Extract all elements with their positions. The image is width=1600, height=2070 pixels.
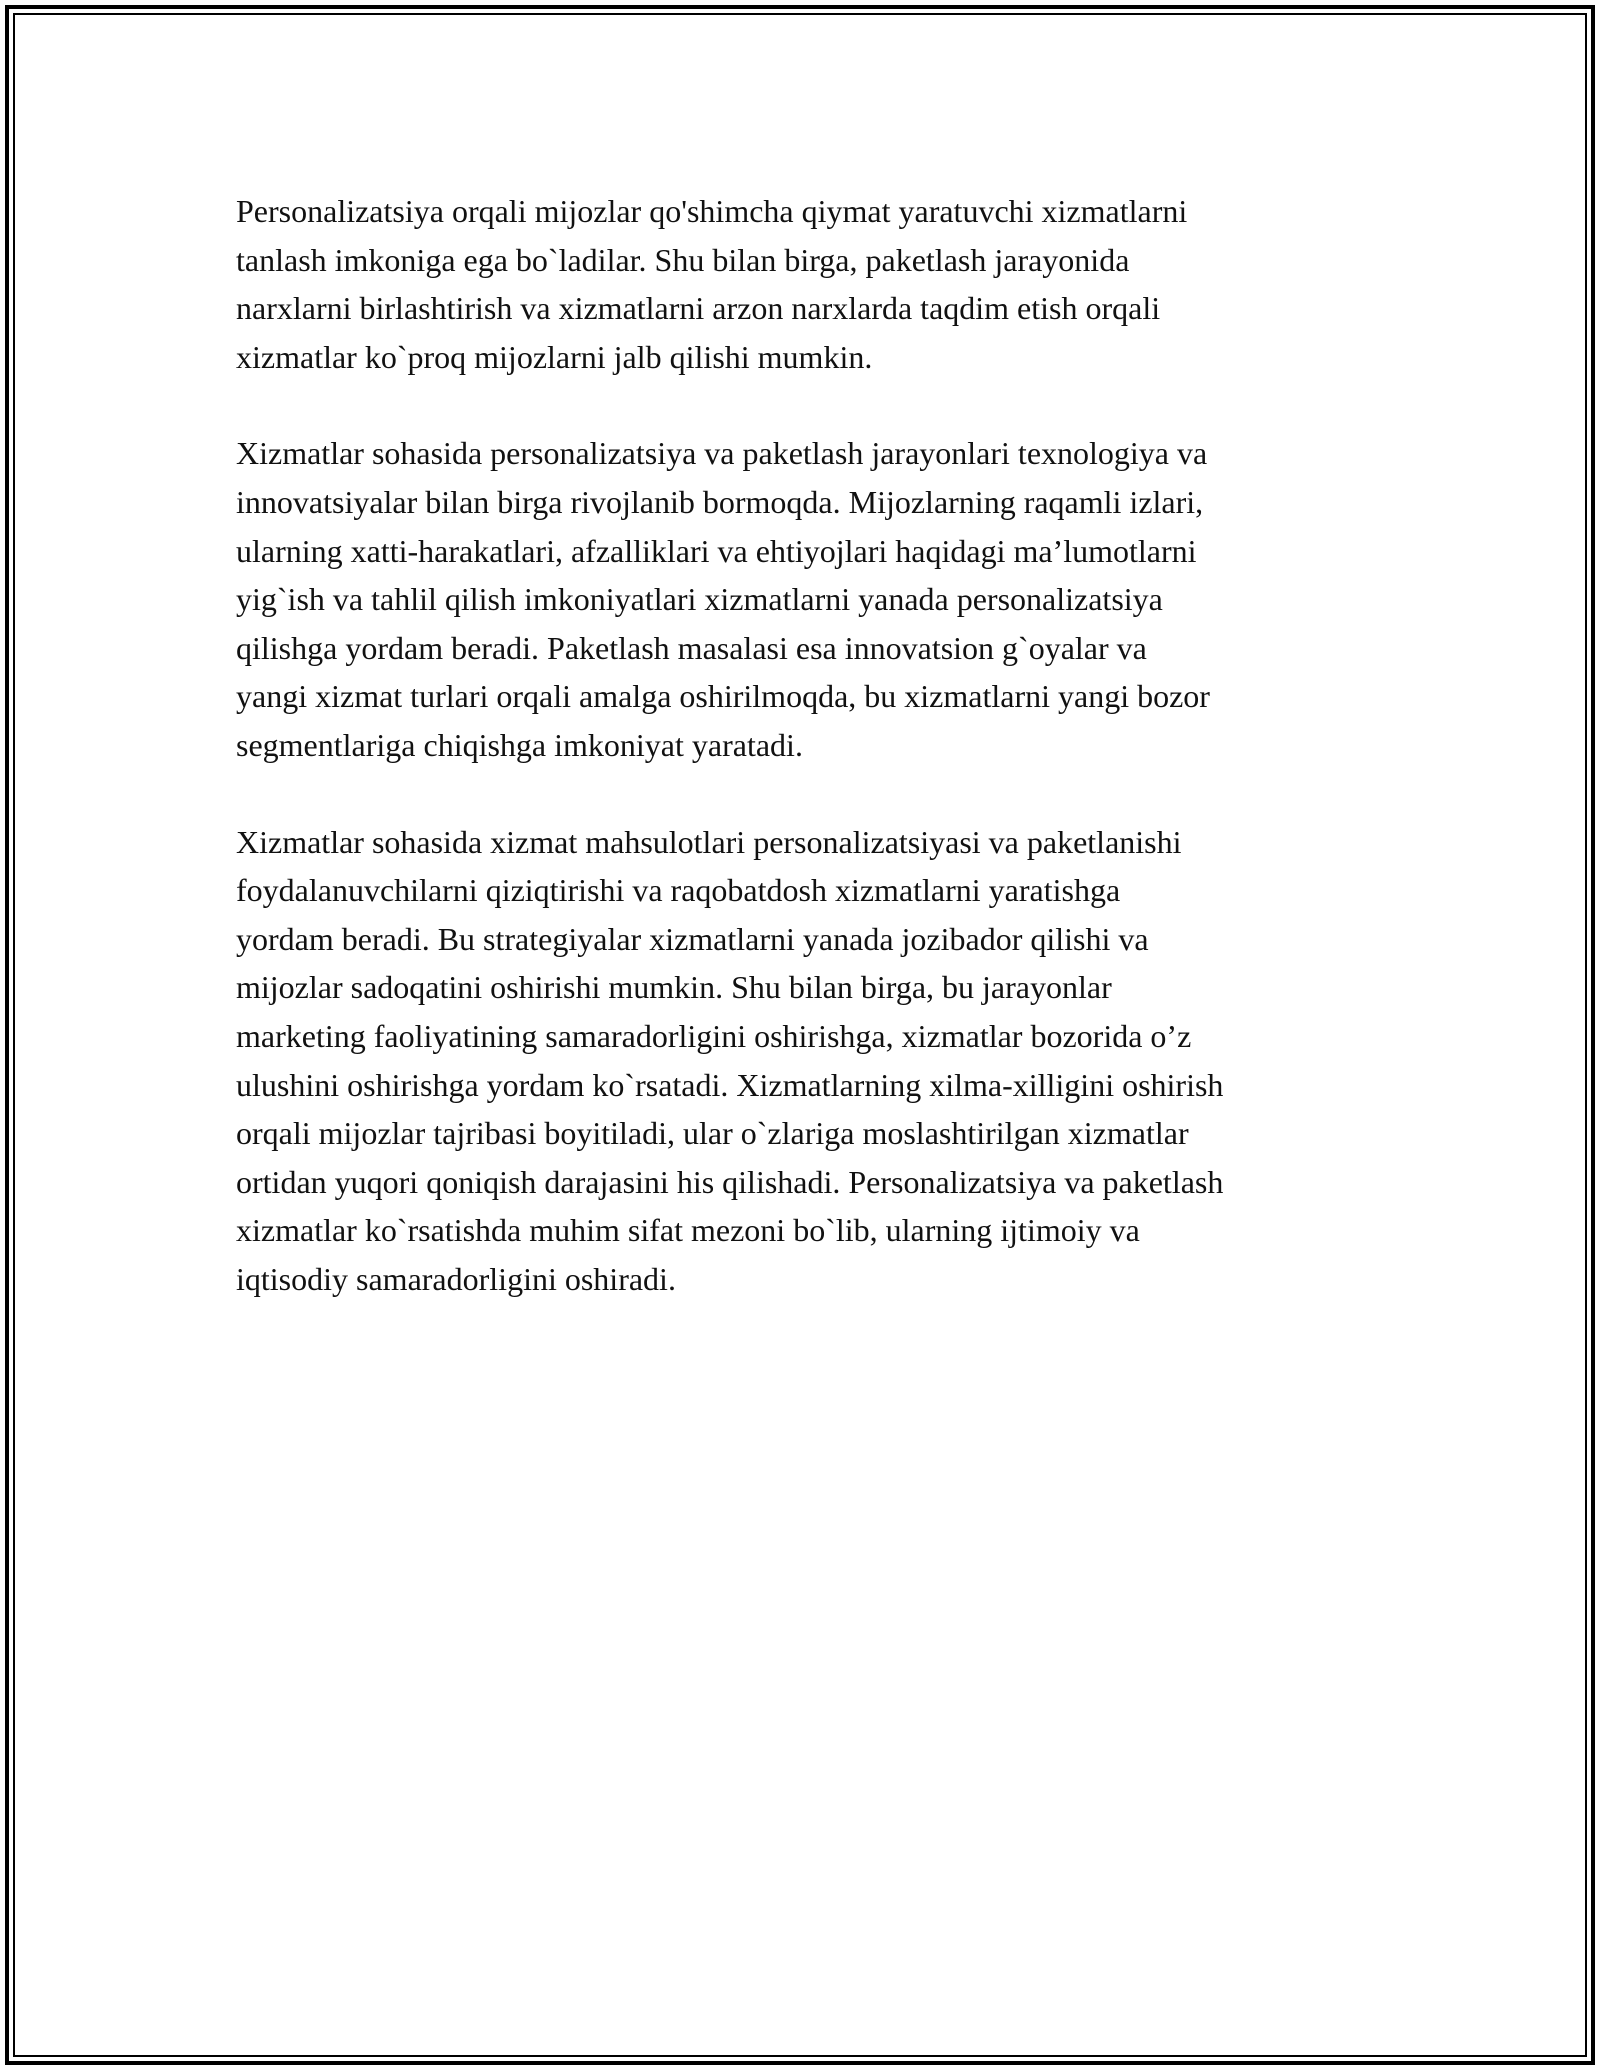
- paragraph-line: iqtisodiy samaradorligini oshiradi.: [236, 1260, 676, 1297]
- paragraph-line: orqali mijozlar tajribasi boyitiladi, ular o`zlariga moslashtirilgan xizmatlar: [236, 1115, 1189, 1152]
- paragraph-3: [236, 818, 1396, 1304]
- paragraph-line: yordam beradi. Bu strategiyalar xizmatlarni yanada jozibador qilishi va: [236, 920, 1149, 957]
- paragraph-line: xizmatlar ko`rsatishda muhim sifat mezoni bo`lib, ularning ijtimoiy va: [236, 1212, 1140, 1249]
- paragraph-line: ortidan yuqori qoniqish darajasini his qilishadi. Personalizatsiya va paketlash: [236, 1163, 1224, 1200]
- paragraph-line: segmentlariga chiqishga imkoniyat yaratadi.: [236, 726, 803, 763]
- paragraph-line: ulushini oshirishga yordam ko`rsatadi. Xizmatlarning xilma-xilligini oshirish: [236, 1066, 1224, 1103]
- paragraph-2: [236, 429, 1396, 769]
- paragraph-line: marketing faoliyatining samaradorligini oshirishga, xizmatlar bozorida o’z: [236, 1017, 1192, 1054]
- paragraph-line: Xizmatlar sohasida personalizatsiya va paketlash jarayonlari texnologiya va: [236, 435, 1208, 472]
- paragraph-line: tanlash imkoniga ega bo`ladilar. Shu bilan birga, paketlash jarayonida: [236, 241, 1130, 278]
- paragraph-line: Personalizatsiya orqali mijozlar qo'shimcha qiymat yaratuvchi xizmatlarni: [236, 193, 1188, 229]
- paragraph-line: qilishga yordam beradi. Paketlash masalasi esa innovatsion g`oyalar va: [236, 629, 1147, 666]
- document-body: [236, 187, 1396, 1351]
- paragraph-line: innovatsiyalar bilan birga rivojlanib bormoqda. Mijozlarning raqamli izlari,: [236, 483, 1204, 520]
- paragraph-line: yangi xizmat turlari orqali amalga oshirilmoqda, bu xizmatlarni yangi bozor: [236, 678, 1210, 715]
- paragraph-line: narxlarni birlashtirish va xizmatlarni arzon narxlarda taqdim etish orqali: [236, 290, 1161, 327]
- paragraph-line: yig`ish va tahlil qilish imkoniyatlari xizmatlarni yanada personalizatsiya: [236, 581, 1163, 618]
- paragraph-line: mijozlar sadoqatini oshirishi mumkin. Shu bilan birga, bu jarayonlar: [236, 969, 1112, 1006]
- paragraph-line: foydalanuvchilarni qiziqtirishi va raqobatdosh xizmatlarni yaratishga: [236, 872, 1121, 909]
- paragraph-line: xizmatlar ko`proq mijozlarni jalb qilishi mumkin.: [236, 338, 873, 375]
- paragraph-1: [236, 187, 1396, 381]
- paragraph-line: ularning xatti-harakatlari, afzalliklari va ehtiyojlari haqidagi ma’lumotlarni: [236, 532, 1197, 569]
- paragraph-line: Xizmatlar sohasida xizmat mahsulotlari personalizatsiyasi va paketlanishi: [236, 823, 1182, 860]
